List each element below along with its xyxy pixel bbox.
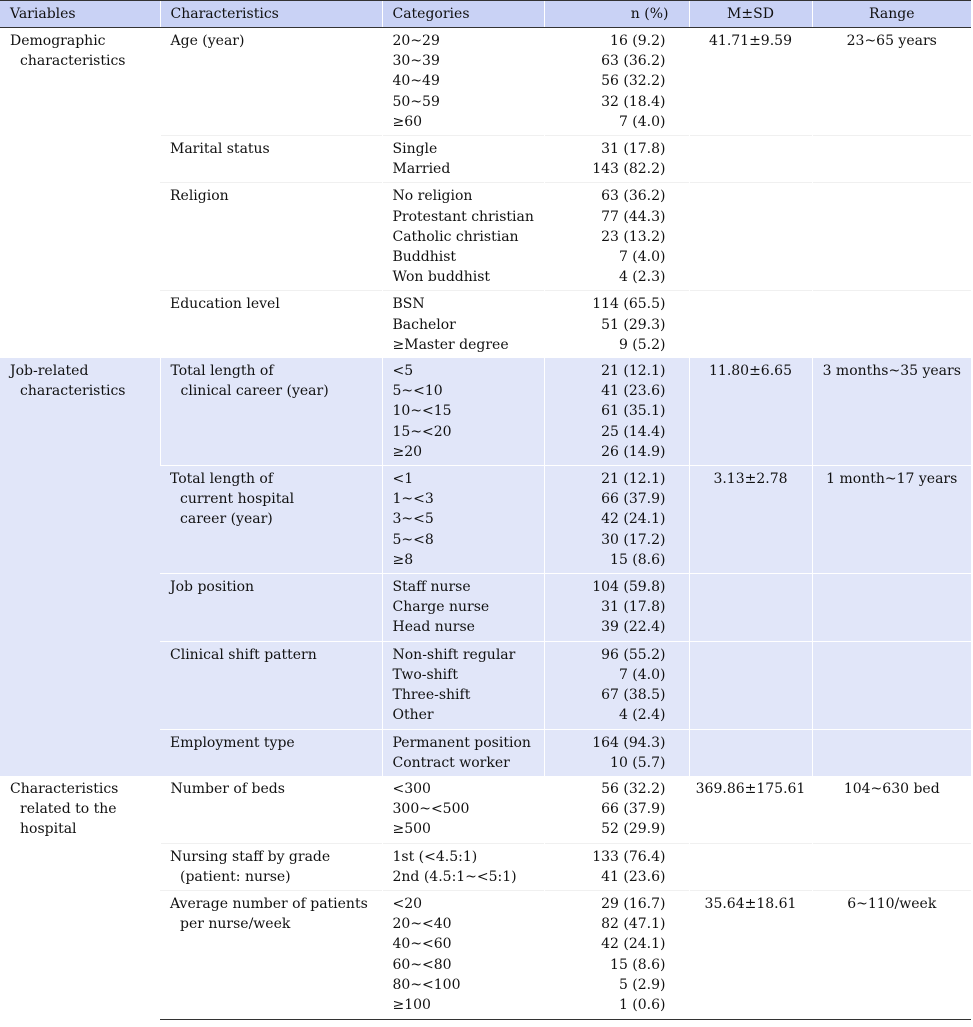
characteristic-label: Marital status [170,141,270,158]
msd-value: 41.71±9.59 [709,33,792,49]
range-cell [812,466,971,574]
n-pct-value: 42 (24.1) [601,511,666,528]
category-label: 5~<10 [392,383,443,400]
table-row [0,776,971,843]
categories-cell [382,843,544,890]
characteristic-label: Job position [170,579,255,596]
categories-cell [382,291,544,358]
n-pct-value: 7 (4.0) [618,113,666,130]
category-label: Three-shift [392,687,471,704]
n-pct-value: 15 (8.6) [610,956,666,973]
variable-label: hospital [20,821,77,838]
n-pct-value: 32 (18.4) [601,93,666,110]
group-job-related [0,358,971,776]
n-pct-value: 25 (14.4) [601,423,666,440]
characteristic-cell [160,183,382,291]
category-label: 20~29 [392,33,440,49]
n-pct-cell [544,136,689,183]
range-value: 6~110/week [847,895,937,912]
n-pct-cell [544,574,689,642]
characteristic-label: clinical career (year) [180,383,329,400]
category-label: 2nd (4.5:1~<5:1) [392,868,517,885]
group-hospital [0,776,971,1020]
category-label: Non-shift regular [392,646,516,663]
category-label: 50~59 [392,93,440,110]
msd-value: 11.80±6.65 [709,363,792,380]
n-pct-value: 41 (23.6) [601,868,666,885]
n-pct-value: 23 (13.2) [601,228,666,245]
category-label: 40~49 [392,73,440,90]
category-label: Bachelor [392,316,456,333]
msd-cell [689,466,812,574]
msd-cell [689,776,812,843]
category-label: Buddhist [392,249,457,266]
n-pct-cell [544,729,689,776]
n-pct-value: 104 (59.8) [592,579,666,596]
n-pct-value: 133 (76.4) [592,848,666,865]
category-label: Contract worker [392,754,510,771]
category-label: <20 [392,895,423,912]
n-pct-value: 51 (29.3) [601,316,666,333]
characteristic-label: Total length of [170,363,274,380]
category-label: ≥60 [392,113,423,130]
n-pct-value: 66 (37.9) [601,801,666,818]
characteristic-label: Education level [170,296,280,313]
n-pct-value: 39 (22.4) [601,619,666,636]
characteristic-label: per nurse/week [180,916,291,933]
n-pct-cell [544,183,689,291]
table-header [0,1,971,28]
n-pct-value: 21 (12.1) [601,363,666,380]
characteristic-cell [160,574,382,642]
n-pct-value: 67 (38.5) [601,687,666,704]
categories-cell [382,136,544,183]
n-pct-cell [544,843,689,890]
characteristic-cell [160,776,382,843]
variable-label: Job-related [10,363,89,380]
msd-value: 3.13±2.78 [713,471,788,488]
variable-label: characteristics [20,53,126,70]
range-cell [812,183,971,291]
msd-cell [689,729,812,776]
n-pct-value: 66 (37.9) [601,491,666,508]
variable-label: related to the [20,801,117,818]
characteristic-label: Religion [170,188,229,205]
category-label: Catholic christian [392,228,519,245]
categories-cell [382,183,544,291]
range-cell [812,729,971,776]
category-label: 10~<15 [392,403,452,420]
category-label: ≥20 [392,443,423,460]
msd-cell [689,183,812,291]
group-demographic [0,28,971,359]
categories-cell [382,358,544,466]
variable-cell [0,28,160,359]
n-pct-value: 114 (65.5) [592,296,666,313]
categories-cell [382,729,544,776]
category-label: ≥8 [392,551,414,568]
characteristic-label: Clinical shift pattern [170,646,317,663]
range-cell [812,574,971,642]
category-label: Permanent position [392,734,531,751]
characteristic-label: Age (year) [170,33,245,49]
category-label: Two-shift [392,666,458,683]
range-cell [812,28,971,136]
characteristic-label: Employment type [170,734,295,751]
category-label: 40~<60 [392,936,452,953]
n-pct-value: 1 (0.6) [618,996,666,1013]
n-pct-value: 63 (36.2) [601,188,666,205]
msd-cell [689,358,812,466]
category-label: <1 [392,471,414,488]
n-pct-cell [544,466,689,574]
msd-cell [689,291,812,358]
n-pct-cell [544,776,689,843]
n-pct-value: 164 (94.3) [592,734,666,751]
category-label: Other [392,707,434,724]
range-cell [812,358,971,466]
categories-cell [382,641,544,729]
range-cell [812,890,971,1019]
n-pct-value: 143 (82.2) [592,161,666,178]
category-label: 300~<500 [392,801,470,818]
header-n-pct: n (%) [544,1,689,28]
category-label: <300 [392,780,431,797]
range-cell [812,291,971,358]
n-pct-cell [544,890,689,1019]
category-label: 1st (<4.5:1) [392,848,478,865]
categories-cell [382,890,544,1019]
category-label: ≥100 [392,996,431,1013]
msd-cell [689,574,812,642]
table-row [0,28,971,136]
n-pct-value: 10 (5.7) [610,754,666,771]
category-label: Head nurse [392,619,475,636]
range-value: 3 months~35 years [822,363,961,380]
category-label: Married [392,161,451,178]
header-characteristics: Characteristics [160,1,382,28]
n-pct-value: 31 (17.8) [601,599,666,616]
n-pct-cell [544,641,689,729]
variable-label: Characteristics [10,780,119,797]
variable-label: characteristics [20,383,126,400]
n-pct-value: 77 (44.3) [601,208,666,225]
n-pct-value: 52 (29.9) [601,821,666,838]
category-label: Staff nurse [392,579,471,596]
characteristic-label: Number of beds [170,780,285,797]
variable-cell [0,776,160,1020]
n-pct-cell [544,291,689,358]
characteristic-label: career (year) [180,511,273,528]
characteristic-cell [160,890,382,1019]
n-pct-value: 82 (47.1) [601,916,666,933]
n-pct-value: 16 (9.2) [610,33,666,49]
characteristic-cell [160,358,382,466]
msd-cell [689,641,812,729]
n-pct-value: 4 (2.3) [618,269,666,286]
categories-cell [382,776,544,843]
range-cell [812,136,971,183]
n-pct-value: 29 (16.7) [601,895,666,912]
header-msd: M±SD [689,1,812,28]
n-pct-value: 30 (17.2) [601,531,666,548]
characteristic-label: current hospital [180,491,295,508]
n-pct-value: 42 (24.1) [601,936,666,953]
characteristic-cell [160,466,382,574]
range-cell [812,776,971,843]
msd-cell [689,136,812,183]
category-label: Single [392,141,438,158]
n-pct-value: 96 (55.2) [601,646,666,663]
characteristic-cell [160,28,382,136]
header-categories: Categories [382,1,544,28]
characteristic-label: Average number of patients [170,895,368,912]
variable-cell [0,358,160,776]
characteristic-cell [160,291,382,358]
n-pct-value: 7 (4.0) [618,666,666,683]
characteristic-label: Nursing staff by grade [170,848,331,865]
category-label: 1~<3 [392,491,434,508]
category-label: ≥Master degree [392,336,509,353]
n-pct-value: 7 (4.0) [618,249,666,266]
n-pct-value: 15 (8.6) [610,551,666,568]
n-pct-cell [544,28,689,136]
n-pct-value: 61 (35.1) [601,403,666,420]
n-pct-value: 26 (14.9) [601,443,666,460]
category-label: <5 [392,363,414,380]
category-label: Charge nurse [392,599,490,616]
category-label: BSN [392,296,425,313]
msd-cell [689,28,812,136]
header-range: Range [812,1,971,28]
n-pct-value: 5 (2.9) [618,976,666,993]
n-pct-cell [544,358,689,466]
category-label: 5~<8 [392,531,434,548]
range-value: 23~65 years [846,33,937,49]
characteristic-cell [160,641,382,729]
category-label: Protestant christian [392,208,534,225]
n-pct-value: 63 (36.2) [601,53,666,70]
range-cell [812,843,971,890]
category-label: Won buddhist [392,269,491,286]
characteristic-label: Total length of [170,471,274,488]
range-value: 1 month~17 years [826,471,958,488]
header-variables: Variables [0,1,160,28]
msd-cell [689,890,812,1019]
categories-cell [382,28,544,136]
n-pct-value: 4 (2.4) [618,707,666,724]
characteristic-cell [160,843,382,890]
table-row [0,358,971,466]
category-label: 80~<100 [392,976,461,993]
n-pct-value: 56 (32.2) [601,73,666,90]
n-pct-value: 21 (12.1) [601,471,666,488]
range-cell [812,641,971,729]
msd-cell [689,843,812,890]
category-label: 3~<5 [392,511,434,528]
variable-label: Demographic [10,33,106,49]
category-label: No religion [392,188,473,205]
category-label: 15~<20 [392,423,452,440]
range-value: 104~630 bed [843,780,940,797]
n-pct-value: 9 (5.2) [618,336,666,353]
n-pct-value: 41 (23.6) [601,383,666,400]
n-pct-value: 56 (32.2) [601,780,666,797]
category-label: 60~<80 [392,956,452,973]
categories-cell [382,466,544,574]
category-label: ≥500 [392,821,431,838]
n-pct-value: 31 (17.8) [601,141,666,158]
characteristic-label: (patient: nurse) [180,868,291,885]
category-label: 30~39 [392,53,440,70]
characteristic-cell [160,136,382,183]
categories-cell [382,574,544,642]
msd-value: 369.86±175.61 [695,780,806,797]
category-label: 20~<40 [392,916,452,933]
msd-value: 35.64±18.61 [704,895,797,912]
characteristic-cell [160,729,382,776]
